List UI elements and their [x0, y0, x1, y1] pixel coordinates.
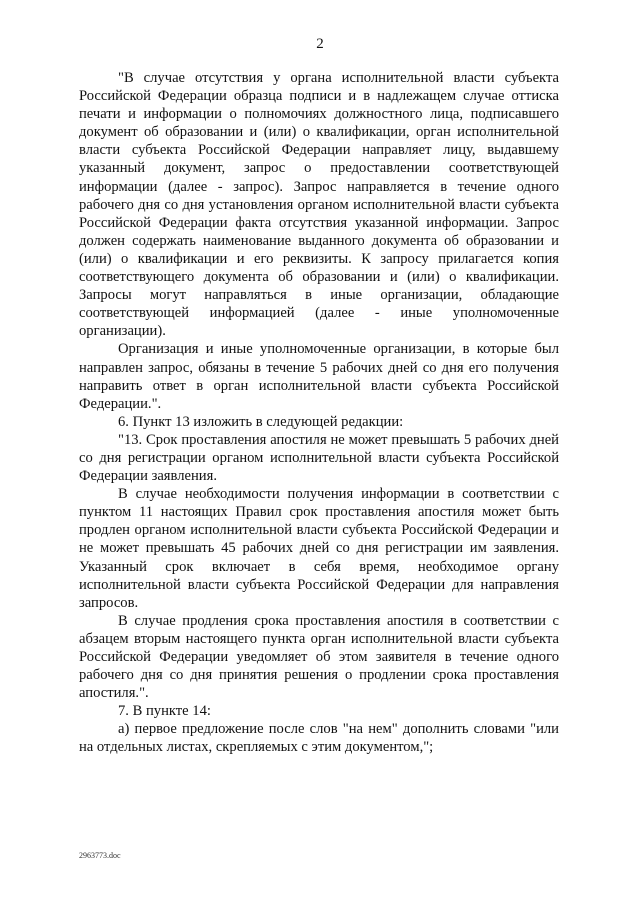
paragraph-signature-request: "В случае отсутствия у органа исполнительной власти субъекта Российской Федерации образца подписи и в надлежащем случае оттиска печати и информации о полномочиях должностного лица, подписавшего документ об образовании и (или) о квалификации, орган исполнительной власти субъекта Российской Федерации направляет лицу, выдавшему указанный документ, запрос о предоставлении соответствующей информации (далее - запрос). Запрос направляется в течение одного рабочего дня со дня установления органом исполнительной власти субъекта Российской Федерации факта отсутствия указанной информации. Запрос должен содержать наименование выданного документа об образовании и (или) о квалификации и его реквизиты. К запросу прилагается копия соответствующего документа об образовании и (или) о квалификации. Запросы могут направляться в иные организации, обладающие соответствующей информацией (далее - иные уполномоченные организации). — [79, 70, 559, 340]
paragraph-item-7: 7. В пункте 14: — [118, 703, 211, 720]
paragraph-extension: В случае необходимости получения информации в соответствии с пунктом 11 настоящих Правил срок проставления апостиля может быть продлен органом исполнительной власти субъекта Российской Федерации и не может превышать 45 рабочих дней со дня регистрации им заявления. Указанный срок включает в себя время, необходимое органу исполнительной власти субъекта Российской Федерации для направления запросов. — [79, 486, 559, 611]
paragraph-item-6: 6. Пункт 13 изложить в следующей редакции: — [118, 413, 404, 430]
paragraph-subitem-a: а) первое предложение после слов "на нем" дополнить словами "или на отдельных листах, скрепляемых с этим документом,"; — [79, 721, 559, 756]
paragraph-notification: В случае продления срока проставления апостиля в соответствии с абзацем вторым настоящего пункта орган исполнительной власти субъекта Российской Федерации уведомляет об этом заявителя в течение одного рабочего дня со дня принятия решения о продлении срока проставления апостиля.". — [79, 612, 559, 702]
document-body — [79, 69, 559, 757]
paragraph-clause-13: "13. Срок проставления апостиля не может превышать 5 рабочих дней со дня регистрации органом исполнительной власти субъекта Российской Федерации заявления. — [79, 431, 559, 485]
footer-filename: 2963773.doc — [79, 851, 121, 860]
page-number: 2 — [316, 36, 324, 52]
paragraph-response-deadline: Организация и иные уполномоченные организации, в которые был направлен запрос, обязаны в течение 5 рабочих дней со дня его получения направить ответ в орган исполнительной власти субъекта Российской Федерации.". — [79, 341, 559, 412]
